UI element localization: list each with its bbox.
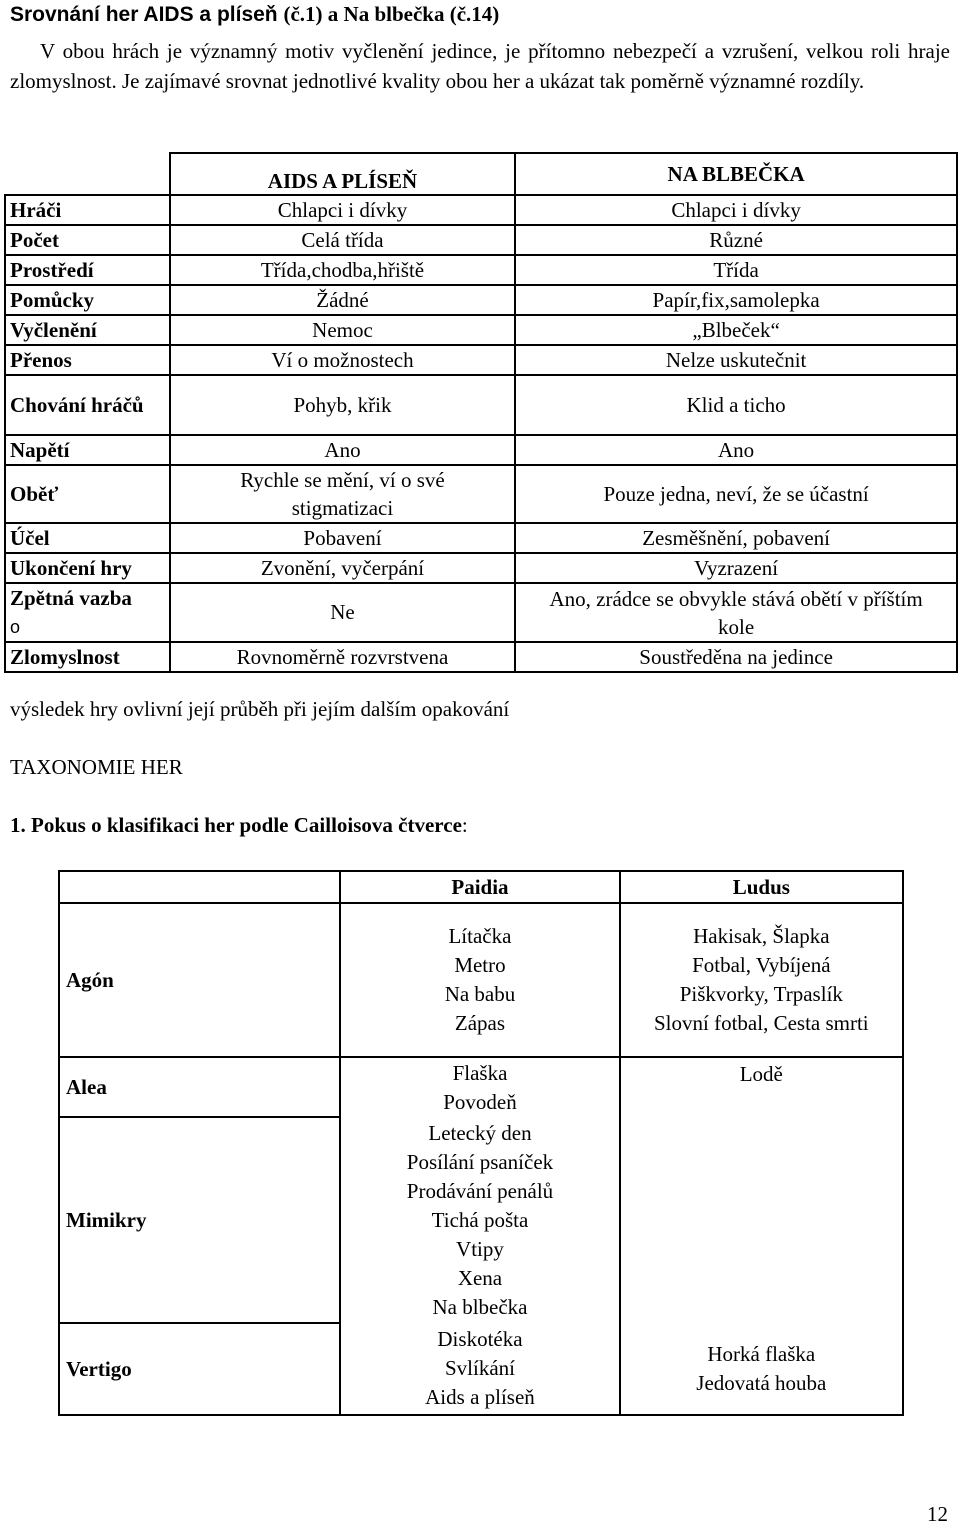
cell-aids: Rychle se mění, ví o své stigmatizaci — [170, 465, 515, 523]
list-item: Lodě — [739, 1062, 783, 1086]
cell-aids: Celá třída — [170, 225, 515, 255]
cell-aids: Nemoc — [170, 315, 515, 345]
comparison-table — [4, 152, 958, 673]
list-item: Na babu — [444, 982, 516, 1006]
list-item: Posílání psaníček — [406, 1149, 554, 1174]
taxonomy-title: TAXONOMIE HER — [10, 755, 183, 779]
list-item: Hakisak, Šlapka — [693, 924, 830, 948]
blank-space — [340, 1415, 619, 1495]
page-heading — [10, 2, 499, 27]
list-item: Metro — [454, 953, 506, 977]
row-label: Pomůcky — [5, 285, 170, 315]
agon-ludus-cell — [620, 903, 903, 1057]
row-label-mimikry: Mimikry — [59, 1117, 340, 1323]
cell-aids: Chlapci i dívky — [170, 195, 515, 225]
row-label-vertigo: Vertigo — [59, 1323, 340, 1415]
cell-aids: Zvonění, vyčerpání — [170, 553, 515, 583]
cell-blbecka: Vyzrazení — [515, 553, 957, 583]
subheading-colon: : — [461, 813, 468, 837]
list-item: Letecký den — [428, 1120, 532, 1145]
heading-bold: (č.1) a Na blbečka (č.14) — [283, 2, 500, 26]
degree-mark: o — [10, 617, 21, 637]
cell-aids: Rovnoměrně rozvrstvena — [170, 642, 515, 672]
intro-paragraph: V obou hrách je významný motiv vyčlenění jedince, je přítomno nebezpečí a vzrušení, velkou roli hraje zlomyslnost. Je zajímavé srovnat jednotlivé kvality obou her a ukázat tak poměrně významné rozdíly. — [10, 39, 950, 93]
row-label: Ukončení hry — [5, 553, 170, 583]
cell-blbecka: Zesměšnění, pobavení — [515, 523, 957, 553]
row-label-alea: Alea — [59, 1057, 340, 1117]
page-number: 12 — [927, 1502, 948, 1526]
list-item: Vtipy — [456, 1236, 504, 1261]
cell-blbecka: Ano, zrádce se obvykle stává obětí v příštím kole — [515, 583, 957, 642]
col-header-ludus: Ludus — [620, 871, 903, 903]
cell-aids: Pohyb, křik — [170, 375, 515, 435]
alea-paidia-cell — [340, 1057, 619, 1117]
list-item: Diskotéka — [437, 1327, 523, 1351]
row-label-text: Zpětná vazba — [10, 586, 132, 610]
after-table-note: výsledek hry ovlivní její průběh při jejím dalším opakování — [10, 697, 510, 721]
cell-aids: Žádné — [170, 285, 515, 315]
list-item: Lítačka — [448, 924, 512, 948]
list-item: Tichá pošta — [431, 1207, 529, 1232]
list-item: Xena — [457, 1265, 503, 1290]
col-header-paidia: Paidia — [340, 871, 619, 903]
row-label: Účel — [5, 523, 170, 553]
cell-blbecka: Pouze jedna, neví, že se účastní — [515, 465, 957, 523]
row-label: Vyčlenění — [5, 315, 170, 345]
list-item: Flaška — [452, 1060, 508, 1085]
list-item: Horká flaška — [707, 1341, 816, 1366]
list-item: Aids a plíseň — [425, 1385, 535, 1409]
cell-aids: Pobavení — [170, 523, 515, 553]
row-label: Hráči — [5, 195, 170, 225]
list-item: Piškvorky, Trpaslík — [679, 982, 843, 1006]
row-label: Napětí — [5, 435, 170, 465]
cell-blbecka: Různé — [515, 225, 957, 255]
blank-space — [620, 1415, 903, 1495]
col-header-aids: AIDS A PLÍSEŇ — [170, 153, 515, 195]
row-label: Oběť — [5, 465, 170, 523]
cell-aids: Ví o možnostech — [170, 345, 515, 375]
cell-blbecka: Třída — [515, 255, 957, 285]
cell-blbecka: „Blbeček“ — [515, 315, 957, 345]
heading-plain: Srovnání her AIDS a plíseň — [10, 3, 284, 26]
row-label: Zlomyslnost — [5, 642, 170, 672]
row-label: Počet — [5, 225, 170, 255]
cell-blbecka: Chlapci i dívky — [515, 195, 957, 225]
row-label: Chování hráčů — [5, 375, 170, 435]
list-item: Jedovatá houba — [696, 1370, 827, 1395]
classification-table — [58, 870, 904, 1495]
cell-blbecka: Papír,fix,samolepka — [515, 285, 957, 315]
row-label: Prostředí — [5, 255, 170, 285]
mimikry-ludus-cell — [620, 1117, 903, 1323]
col-header-blbecka: NA BLBEČKA — [515, 153, 957, 195]
row-label-agon: Agón — [59, 903, 340, 1057]
cell-blbecka: Ano — [515, 435, 957, 465]
row-label: Přenos — [5, 345, 170, 375]
list-item: Slovní fotbal, Cesta smrti — [653, 1011, 869, 1035]
list-item: Fotbal, Vybíjená — [692, 953, 831, 977]
list-item: Povodeň — [443, 1089, 517, 1114]
subheading — [10, 813, 468, 838]
cell-blbecka: Nelze uskutečnit — [515, 345, 957, 375]
cell-blbecka: Soustředěna na jedince — [515, 642, 957, 672]
cell-blbecka: Klid a ticho — [515, 375, 957, 435]
vertigo-paidia-cell — [340, 1323, 619, 1415]
cell-aids: Ano — [170, 435, 515, 465]
row-label — [5, 583, 170, 642]
list-item: Prodávání penálů — [406, 1178, 554, 1203]
list-item: Zápas — [454, 1011, 506, 1035]
mimikry-paidia-cell — [340, 1117, 619, 1323]
empty-corner — [5, 153, 170, 195]
list-item: Svlíkání — [444, 1356, 515, 1380]
cell-aids: Ne — [170, 583, 515, 642]
cell-aids: Třída,chodba,hřiště — [170, 255, 515, 285]
blank-space — [59, 1415, 340, 1495]
subheading-bold: 1. Pokus o klasifikaci her podle Cailloisova čtverce — [10, 813, 462, 837]
alea-ludus-cell — [620, 1057, 903, 1117]
agon-paidia-cell — [340, 903, 619, 1057]
list-item: Na blbečka — [432, 1294, 528, 1319]
empty-corner — [59, 871, 340, 903]
vertigo-ludus-cell — [620, 1323, 903, 1415]
